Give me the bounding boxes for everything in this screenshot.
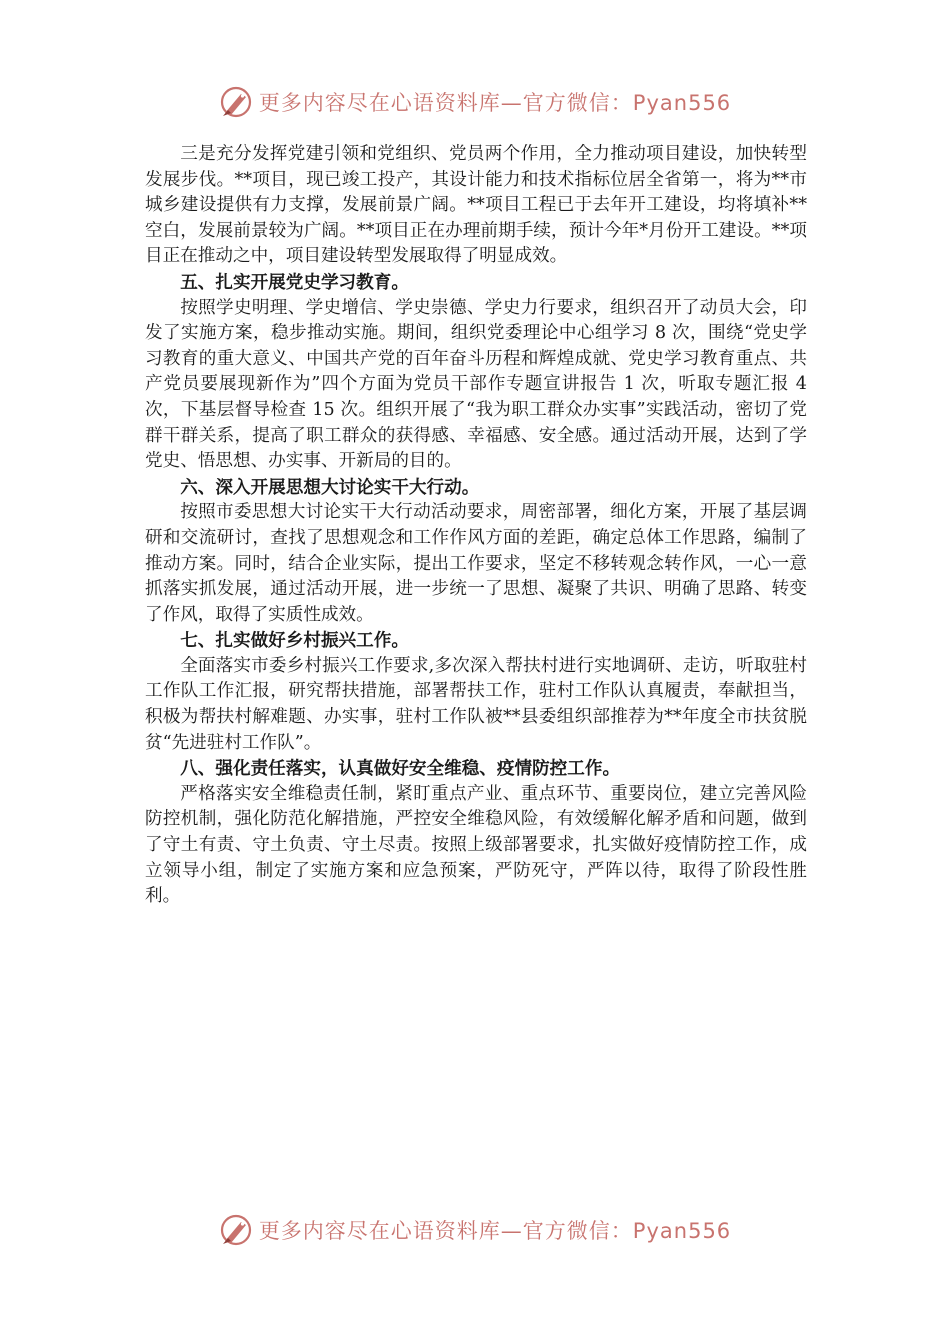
paragraph-party-history-study: 按照学史明理、学史增信、学史崇德、学史力行要求，组织召开了动员大会，印发了实施方案，稳步推动实施。期间，组织党委理论中心组学习 8 次，围绕“党史学习教育的重大意义、中国共产党的百年奋斗历程和辉煌成就、党史学习教育重点、共产党员要展现新作为”四个方面为党员干部作专题宣讲报告 1 次，听取专题汇报 4 次，下基层督导检查 15 次。组织开展了“我为职工群众办实事”实践活动，密切了党群干群关系，提高了职工群众的获得感、幸福感、安全感。通过活动开展，达到了学党史、悟思想、办实事、开新局的目的。: [145, 297, 807, 472]
section-heading-6: 六、深入开展思想大讨论实干大行动。: [180, 476, 480, 498]
section-heading-8: 八、强化责任落实，认真做好安全维稳、疫情防控工作。: [180, 758, 621, 780]
pen-nib-logo-icon: [219, 85, 253, 119]
paragraph-thought-discussion: 按照市委思想大讨论实干大行动活动要求，周密部署，细化方案，开展了基层调研和交流研讨，查找了思想观念和工作作风方面的差距，确定总体工作思路，编制了推动方案。同时，结合企业实际，提出工作要求，坚定不移转观念转作风，一心一意抓落实抓发展，通过活动开展，进一步统一了思想、凝聚了共识、明确了思路、转变了作风，取得了实质性成效。: [145, 502, 807, 625]
paragraph-project-construction: 三是充分发挥党建引领和党组织、党员两个作用，全力推动项目建设，加快转型发展步伐。**项目，现已竣工投产，其设计能力和技术指标位居全省第一，将为**市城乡建设提供有力支撑，发展前景广阔。**项目工程已于去年开工建设，均将填补**空白，发展前景较为广阔。**项目正在办理前期手续，预计今年*月份开工建设。**项目正在推动之中，项目建设转型发展取得了明显成效。: [145, 144, 807, 267]
section-heading-5: 五、扎实开展党史学习教育。: [180, 271, 409, 293]
footer-watermark-text: 更多内容尽在心语资料库—官方微信：Pyan556: [258, 1219, 732, 1243]
header-watermark-text: 更多内容尽在心语资料库—官方微信：Pyan556: [258, 91, 732, 115]
paragraph-rural-revitalization: 全面落实市委乡村振兴工作要求,多次深入帮扶村进行实地调研、走访，听取驻村工作队工作汇报，研究帮扶措施，部署帮扶工作，驻村工作队认真履责，奉献担当，积极为帮扶村解难题、办实事，驻村工作队被**县委组织部推荐为**年度全市扶贫脱贫“先进驻村工作队”。: [145, 655, 807, 753]
footer-watermark: [0, 1210, 950, 1250]
paragraph-safety-epidemic: 严格落实安全维稳责任制，紧盯重点产业、重点环节、重要岗位，建立完善风险防控机制，强化防范化解措施，严控安全维稳风险，有效缓解化解矛盾和问题，做到了守土有责、守土负责、守土尽责。按照上级部署要求，扎实做好疫情防控工作，成立领导小组，制定了实施方案和应急预案，严防死守，严阵以待，取得了阶段性胜利。: [145, 783, 807, 907]
document-body: [145, 142, 807, 910]
section-heading-7: 七、扎实做好乡村振兴工作。: [180, 630, 409, 652]
pen-nib-logo-icon: [219, 1213, 253, 1247]
header-watermark: [0, 82, 950, 122]
